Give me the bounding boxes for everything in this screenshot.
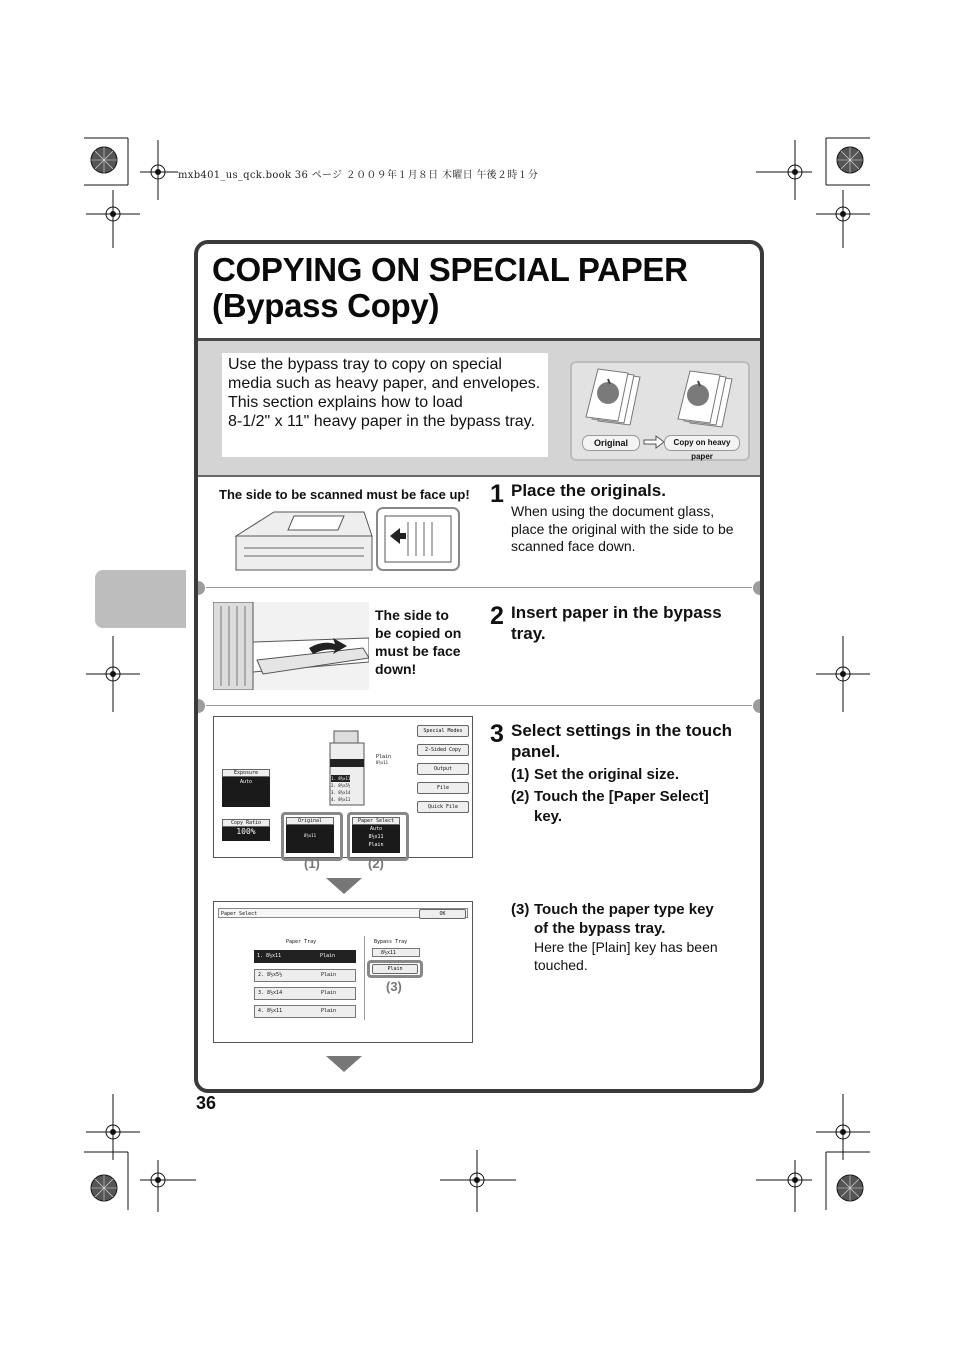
- divider: [206, 587, 752, 588]
- step2-title: Insert paper in the bypass tray.: [511, 603, 722, 643]
- tray-row[interactable]: 1. 8½x11 Plain: [254, 950, 356, 963]
- exposure-key[interactable]: Exposure Auto: [222, 769, 270, 807]
- file-button[interactable]: File: [417, 782, 469, 794]
- scanner-illustration: [234, 506, 460, 572]
- special-modes-button[interactable]: Special Modes: [417, 725, 469, 737]
- tray-row[interactable]: 4. 8½x11 Plain: [254, 1005, 356, 1018]
- step2-number: 2: [490, 602, 504, 630]
- callout-3: (3): [386, 979, 402, 994]
- down-arrow-icon: [326, 878, 362, 896]
- callout-1: (1): [304, 856, 320, 871]
- tray-list: 1. 8½x11 2. 8½x5½ 3. 8½x14 4. 8½x11: [331, 776, 351, 802]
- intro-band: [198, 338, 760, 477]
- bypass-tray-label: Bypass Tray: [374, 939, 408, 945]
- step2-image-caption: The side to be copied on must be face down!: [375, 607, 462, 677]
- intro-line: This section explains how to load: [228, 394, 463, 411]
- panel-divider: [364, 936, 365, 1020]
- two-sided-copy-button[interactable]: 2-Sided Copy: [417, 744, 469, 756]
- step1-body: When using the document glass, place the original with the side to be scanned face down.: [511, 503, 734, 554]
- content-frame: [194, 240, 764, 1093]
- tray-row[interactable]: 2. 8½x5½ Plain: [254, 969, 356, 982]
- substep-3: (3) Touch the paper type key of the bypass tray. Here the [Plain] key has been touched.: [511, 901, 718, 973]
- step3-title: Select settings in the touch panel.: [511, 721, 733, 761]
- ok-button[interactable]: OK: [419, 909, 466, 919]
- tray-row[interactable]: 3. 8½x14 Plain: [254, 987, 356, 1000]
- copy-ratio-key[interactable]: Copy Ratio 100%: [222, 819, 270, 841]
- print-header: mxb401_us_qck.book 36 ページ ２００９年１月８日 木曜日 午後２時１分: [178, 170, 539, 181]
- divider-dot: [753, 581, 764, 595]
- page-title: COPYING ON SPECIAL PAPER (Bypass Copy): [212, 251, 688, 324]
- substep-2: (2) Touch the [Paper Select] key.: [511, 788, 709, 825]
- divider: [206, 705, 752, 706]
- plain-size: 8½x11: [376, 760, 389, 765]
- paper-tray-label: Paper Tray: [286, 939, 317, 945]
- bypass-size: 8½x11: [372, 948, 420, 957]
- touch-panel-paper-select: [213, 901, 473, 1043]
- quick-file-button[interactable]: Quick File: [417, 801, 469, 813]
- touch-panel-main: [213, 716, 473, 858]
- step1-image-caption: The side to be scanned must be face up!: [219, 487, 470, 502]
- bypass-plain-button[interactable]: Plain: [372, 964, 418, 974]
- original-label: Original: [582, 435, 640, 451]
- divider-dot: [753, 699, 764, 713]
- step3-number: 3: [490, 720, 504, 748]
- step1-number: 1: [490, 480, 504, 508]
- substep-1: (1) Set the original size.: [511, 766, 680, 783]
- paper-select-header: Paper Select: [218, 908, 468, 918]
- copy-heavy-label: Copy on heavy paper: [664, 435, 740, 451]
- bypass-tray-illustration: [213, 602, 369, 690]
- page-number: 36: [196, 1093, 217, 1113]
- plain-label: Plain: [376, 754, 392, 760]
- step1-title: Place the originals.: [511, 481, 666, 500]
- down-arrow-icon: [326, 1056, 362, 1074]
- intro-line: media such as heavy paper, and envelopes.: [228, 375, 541, 392]
- divider-dot: [194, 581, 205, 595]
- intro-line: Use the bypass tray to copy on special: [228, 356, 502, 373]
- paper-illustration: [570, 361, 750, 461]
- chapter-tab: [95, 570, 186, 628]
- callout-2: (2): [368, 856, 384, 871]
- intro-line: 8-1/2" x 11" heavy paper in the bypass tray.: [228, 413, 535, 430]
- output-button[interactable]: Output: [417, 763, 469, 775]
- paper-select-key[interactable]: Paper Select Auto 8½x11 Plain: [352, 817, 400, 853]
- divider-dot: [194, 699, 205, 713]
- intro-text-box: [222, 353, 548, 457]
- original-key[interactable]: Original 8½x11: [286, 817, 334, 853]
